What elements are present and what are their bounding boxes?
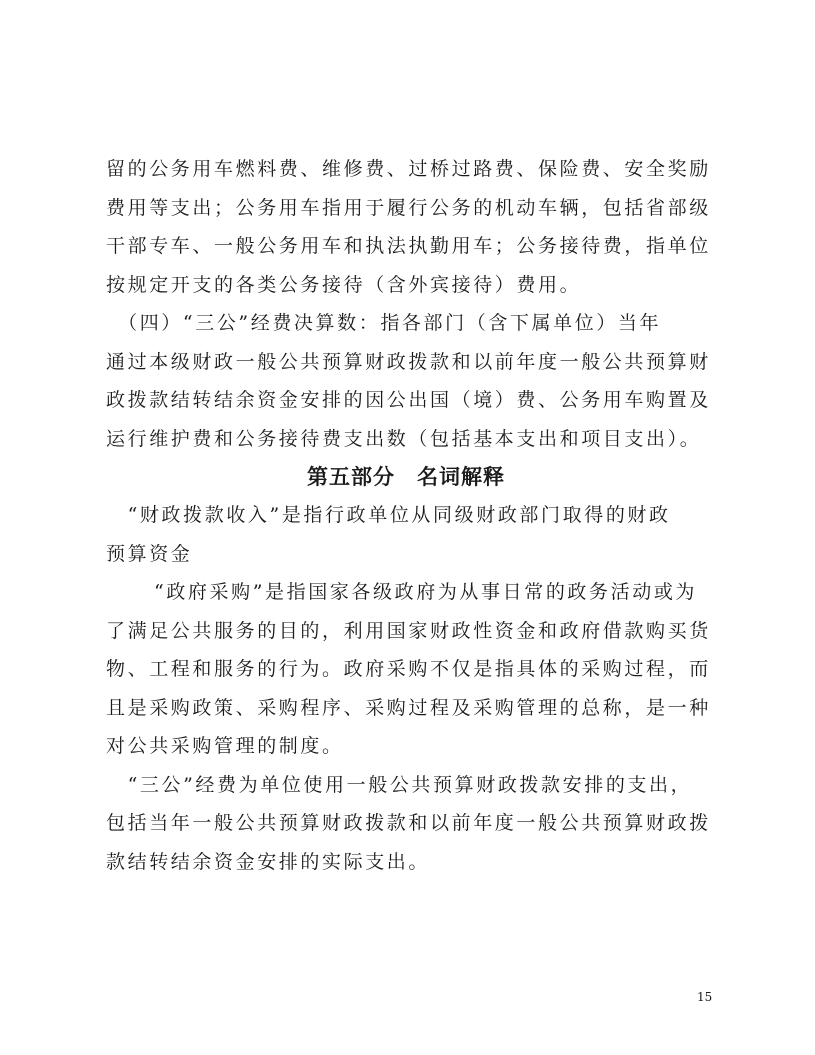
text-line: 物、工程和服务的行为。政府采购不仅是指具体的采购过程，而 [106, 658, 711, 680]
page-number: 15 [697, 990, 713, 1004]
paragraph-three-public-expenses [106, 766, 711, 882]
text-line: “三公”经费为单位使用一般公共预算财政拨款安排的支出， [106, 773, 693, 796]
section-heading: 第五部分 名词解释 [307, 465, 505, 489]
text-line: 费用等支出；公务用车指用于履行公务的机动车辆，包括省部级 [106, 196, 711, 219]
paragraph-fiscal-appropriation-income [106, 496, 706, 573]
text-line: 对公共采购管理的制度。 [106, 735, 344, 757]
text-line: （四）“三公”经费决算数：指各部门（含下属单位）当年 [106, 312, 662, 334]
paragraph-vehicle-expenses [106, 150, 711, 304]
text-line: 且是采购政策、采购程序、采购过程及采购管理的总称，是一种 [106, 696, 711, 719]
paragraph-government-procurement [106, 573, 711, 766]
text-line: 预算资金 [106, 542, 193, 565]
text-line: “政府采购”是指国家各级政府为从事日常的政务活动或为 [154, 581, 698, 603]
text-line: 运行维护费和公务接待费支出数（包括基本支出和项目支出）。 [106, 427, 702, 450]
text-line: 政拨款结转结余资金安排的因公出国（境）费、公务用车购置及 [106, 389, 711, 411]
page-body [106, 150, 711, 881]
text-line: 通过本级财政一般公共预算财政拨款和以前年度一般公共预算财 [106, 350, 711, 373]
text-line: 包括当年一般公共预算财政拨款和以前年度一般公共预算财政拨 [106, 812, 711, 834]
text-line: 干部专车、一般公务用车和执法执勤用车；公务接待费，指单位 [106, 235, 711, 257]
text-line: 按规定开支的各类公务接待（含外宾接待）费用。 [106, 273, 582, 296]
text-line: 款结转结余资金安排的实际支出。 [106, 850, 431, 873]
paragraph-three-public-final-accounts [106, 304, 711, 458]
text-line: 了满足公共服务的目的，利用国家财政性资金和政府借款购买货 [106, 619, 711, 642]
text-line: “财政拨款收入”是指行政单位从同级财政部门取得的财政 [106, 504, 671, 526]
text-line: 留的公务用车燃料费、维修费、过桥过路费、保险费、安全奖励 [106, 158, 711, 180]
